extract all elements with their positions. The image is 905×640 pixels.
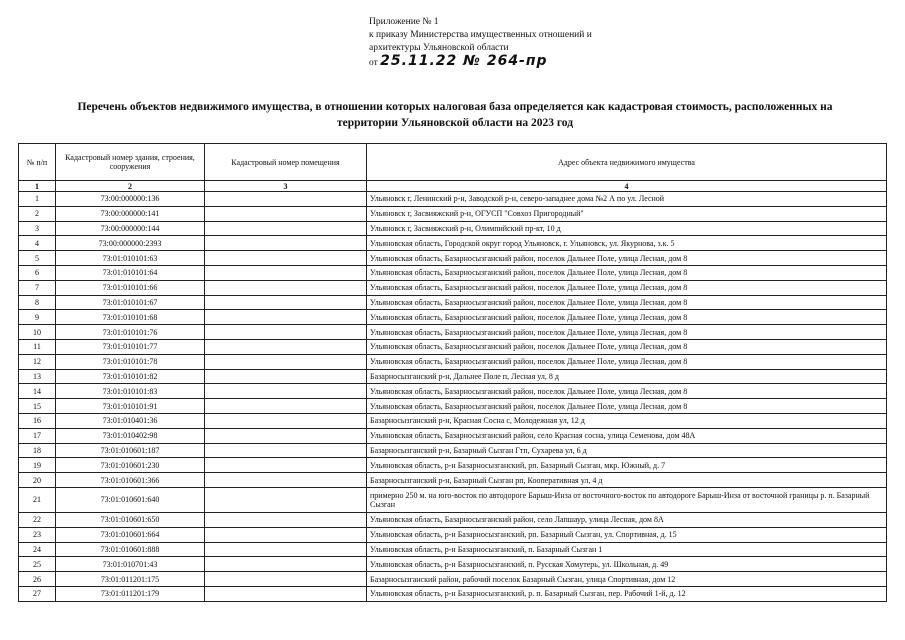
property-address: Ульяновская область, Базарносызганский район, поселок Дальнее Поле, улица Лесная, дом 8: [367, 339, 887, 354]
building-cadastral-number: 73:00:000000:144: [56, 221, 205, 236]
row-number: 22: [19, 512, 56, 527]
premises-cadastral-number: [205, 487, 367, 512]
document-title: [20, 99, 890, 131]
building-cadastral-number: 73:01:010401:36: [56, 413, 205, 428]
row-number: 24: [19, 542, 56, 557]
property-address: Ульяновская область, р-н Базарносызганский, п. Базарный Сызган 1: [367, 542, 887, 557]
property-address: Ульяновск г, Ленинский р-н, Заводской р-н, северо-западнее дома №2 А по ул. Лесной: [367, 192, 887, 207]
column-number: 1: [19, 181, 56, 192]
property-address: примерно 250 м. на юго-восток по автодороге Барыш-Инза от восточного-восток по автодороге Барыш-Инза от восточной границы р. п. Базарный Сызган: [367, 487, 887, 512]
row-number: 2: [19, 206, 56, 221]
row-number: 23: [19, 527, 56, 542]
table-row: [19, 458, 887, 473]
table-row: [19, 339, 887, 354]
premises-cadastral-number: [205, 443, 367, 458]
premises-cadastral-number: [205, 384, 367, 399]
property-address: Ульяновская область, Базарносызганский район, поселок Дальнее Поле, улица Лесная, дом 8: [367, 354, 887, 369]
table-row: [19, 265, 887, 280]
row-number: 27: [19, 586, 56, 601]
row-number: 1: [19, 192, 56, 207]
building-cadastral-number: 73:01:011201:175: [56, 572, 205, 587]
header-building-cadastral: Кадастровый номер здания, строения, сооружения: [56, 144, 205, 181]
premises-cadastral-number: [205, 192, 367, 207]
appendix-line-3: архитектуры Ульяновской области: [369, 43, 509, 53]
row-number: 15: [19, 399, 56, 414]
premises-cadastral-number: [205, 458, 367, 473]
premises-cadastral-number: [205, 280, 367, 295]
premises-cadastral-number: [205, 586, 367, 601]
property-address: Ульяновская область, Базарносызганский район, село Красная сосна, улица Семенова, дом 48А: [367, 428, 887, 443]
building-cadastral-number: 73:01:010601:230: [56, 458, 205, 473]
building-cadastral-number: 73:01:010101:77: [56, 339, 205, 354]
row-number: 9: [19, 310, 56, 325]
table-header-row: [19, 144, 887, 181]
building-cadastral-number: 73:01:010601:664: [56, 527, 205, 542]
row-number: 6: [19, 265, 56, 280]
property-address: Базарносызганский р-н, Дальнее Поле п, Лесная ул, 8 д: [367, 369, 887, 384]
premises-cadastral-number: [205, 221, 367, 236]
property-address: Ульяновская область, Городской округ город Ульяновск, г. Ульяновск, ул. Якурнова, з.к. 5: [367, 236, 887, 251]
building-cadastral-number: 73:01:010601:366: [56, 473, 205, 488]
table-row: [19, 325, 887, 340]
property-address: Ульяновская область, Базарносызганский район, поселок Дальнее Поле, улица Лесная, дом 8: [367, 280, 887, 295]
property-address: Базарносызганский р-н, Базарный Сызган Гтп, Сухарева ул, 6 д: [367, 443, 887, 458]
row-number: 5: [19, 251, 56, 266]
property-address: Ульяновская область, р-н Базарносызганский, рп. Базарный Сызган, мкр. Южный, д. 7: [367, 458, 887, 473]
table-row: [19, 206, 887, 221]
building-cadastral-number: 73:01:010601:888: [56, 542, 205, 557]
property-address: Ульяновская область, Базарносызганский район, поселок Дальнее Поле, улица Лесная, дом 8: [367, 251, 887, 266]
premises-cadastral-number: [205, 527, 367, 542]
building-cadastral-number: 73:01:010101:66: [56, 280, 205, 295]
row-number: 11: [19, 339, 56, 354]
table-row: [19, 557, 887, 572]
property-address: Ульяновская область, Базарносызганский район, поселок Дальнее Поле, улица Лесная, дом 8: [367, 295, 887, 310]
table-row: [19, 527, 887, 542]
building-cadastral-number: 73:01:010101:63: [56, 251, 205, 266]
property-address: Ульяновская область, р-н Базарносызганский, р. п. Базарный Сызган, пер. Рабочий 1-й, д. 12: [367, 586, 887, 601]
premises-cadastral-number: [205, 428, 367, 443]
property-address: Базарносызганский р-н, Базарный Сызган рп, Кооперативная ул, 4 д: [367, 473, 887, 488]
premises-cadastral-number: [205, 572, 367, 587]
column-number: 2: [56, 181, 205, 192]
appendix-line-1: Приложение № 1: [369, 17, 439, 27]
building-cadastral-number: 73:01:010101:64: [56, 265, 205, 280]
building-cadastral-number: 73:00:000000:2393: [56, 236, 205, 251]
table-row: [19, 280, 887, 295]
row-number: 21: [19, 487, 56, 512]
table-row: [19, 369, 887, 384]
premises-cadastral-number: [205, 206, 367, 221]
premises-cadastral-number: [205, 354, 367, 369]
table-row: [19, 399, 887, 414]
premises-cadastral-number: [205, 369, 367, 384]
premises-cadastral-number: [205, 339, 367, 354]
table-row: [19, 295, 887, 310]
building-cadastral-number: 73:01:010701:43: [56, 557, 205, 572]
premises-cadastral-number: [205, 557, 367, 572]
table-row: [19, 221, 887, 236]
table-row: [19, 236, 887, 251]
building-cadastral-number: 73:01:010101:83: [56, 384, 205, 399]
building-cadastral-number: 73:01:010402:98: [56, 428, 205, 443]
table-row: [19, 572, 887, 587]
property-address: Ульяновская область, р-н Базарносызганский, рп. Базарный Сызган, ул. Спортивная, д. 15: [367, 527, 887, 542]
property-address: Ульяновск г, Засвияжский р-н, ОГУСП "Совхоз Пригородный": [367, 206, 887, 221]
premises-cadastral-number: [205, 265, 367, 280]
building-cadastral-number: 73:01:010101:67: [56, 295, 205, 310]
table-row: [19, 251, 887, 266]
table-row: [19, 384, 887, 399]
premises-cadastral-number: [205, 251, 367, 266]
premises-cadastral-number: [205, 295, 367, 310]
row-number: 25: [19, 557, 56, 572]
row-number: 26: [19, 572, 56, 587]
row-number: 4: [19, 236, 56, 251]
appendix-line-4: [369, 55, 592, 70]
handwritten-order-date: 25.11.22 № 264-пр: [380, 53, 548, 69]
document-title-line-1: Перечень объектов недвижимого имущества, в отношении которых налоговая база определяется как кадастровая стоимость, расположенных на: [77, 101, 833, 113]
table-row: [19, 473, 887, 488]
building-cadastral-number: 73:01:010601:640: [56, 487, 205, 512]
appendix-line-2: к приказу Министерства имущественных отношений и: [369, 30, 592, 40]
column-number: 4: [367, 181, 887, 192]
building-cadastral-number: 73:01:010101:76: [56, 325, 205, 340]
premises-cadastral-number: [205, 325, 367, 340]
row-number: 10: [19, 325, 56, 340]
row-number: 13: [19, 369, 56, 384]
property-address: Ульяновская область, Базарносызганский район, поселок Дальнее Поле, улица Лесная, дом 8: [367, 384, 887, 399]
premises-cadastral-number: [205, 542, 367, 557]
table-body: [19, 192, 887, 602]
property-address: Ульяновская область, Базарносызганский район, поселок Дальнее Поле, улица Лесная, дом 8: [367, 325, 887, 340]
table-row: [19, 310, 887, 325]
property-address: Ульяновская область, Базарносызганский район, поселок Дальнее Поле, улица Лесная, дом 8: [367, 310, 887, 325]
row-number: 18: [19, 443, 56, 458]
building-cadastral-number: 73:01:010101:82: [56, 369, 205, 384]
table-row: [19, 428, 887, 443]
row-number: 19: [19, 458, 56, 473]
table-row: [19, 512, 887, 527]
row-number: 17: [19, 428, 56, 443]
appendix-block: [369, 16, 592, 70]
row-number: 16: [19, 413, 56, 428]
table-row: [19, 443, 887, 458]
property-address: Базарносызганский р-н, Красная Сосна с, Молодежная ул, 12 д: [367, 413, 887, 428]
property-address: Ульяновск г, Засвияжский р-н, Олимпийский пр-кт, 10 д: [367, 221, 887, 236]
property-address: Ульяновская область, Базарносызганский район, поселок Дальнее Поле, улица Лесная, дом 8: [367, 265, 887, 280]
property-address: Ульяновская область, Базарносызганский район, село Лапшаур, улица Лесная, дом 8А: [367, 512, 887, 527]
building-cadastral-number: 73:01:010101:78: [56, 354, 205, 369]
column-number: 3: [205, 181, 367, 192]
table-row: [19, 586, 887, 601]
row-number: 8: [19, 295, 56, 310]
header-num: № п/п: [19, 144, 56, 181]
header-premises-cadastral: Кадастровый номер помещения: [205, 144, 367, 181]
property-address: Базарносызганский район, рабочий поселок Базарный Сызган, улица Спортивная, дом 12: [367, 572, 887, 587]
document-title-line-2: территории Ульяновской области на 2023 год: [336, 117, 574, 129]
property-table: [18, 143, 887, 602]
appendix-date-prefix: от: [369, 58, 378, 68]
building-cadastral-number: 73:01:010601:650: [56, 512, 205, 527]
table-row: [19, 192, 887, 207]
building-cadastral-number: 73:01:010601:187: [56, 443, 205, 458]
column-number-row: [19, 181, 887, 192]
building-cadastral-number: 73:01:011201:179: [56, 586, 205, 601]
property-address: Ульяновская область, Базарносызганский район, поселок Дальнее Поле, улица Лесная, дом 8: [367, 399, 887, 414]
premises-cadastral-number: [205, 399, 367, 414]
table-row: [19, 542, 887, 557]
premises-cadastral-number: [205, 236, 367, 251]
premises-cadastral-number: [205, 413, 367, 428]
row-number: 14: [19, 384, 56, 399]
property-address: Ульяновская область, р-н Базарносызганский, п. Русская Хомутерь, ул. Школьная, д. 49: [367, 557, 887, 572]
building-cadastral-number: 73:01:010101:68: [56, 310, 205, 325]
premises-cadastral-number: [205, 310, 367, 325]
row-number: 7: [19, 280, 56, 295]
building-cadastral-number: 73:01:010101:91: [56, 399, 205, 414]
premises-cadastral-number: [205, 512, 367, 527]
building-cadastral-number: 73:00:000000:141: [56, 206, 205, 221]
table-row: [19, 354, 887, 369]
header-address: Адрес объекта недвижимого имущества: [367, 144, 887, 181]
table-row: [19, 413, 887, 428]
premises-cadastral-number: [205, 473, 367, 488]
row-number: 3: [19, 221, 56, 236]
row-number: 12: [19, 354, 56, 369]
row-number: 20: [19, 473, 56, 488]
table-row: [19, 487, 887, 512]
building-cadastral-number: 73:00:000000:136: [56, 192, 205, 207]
